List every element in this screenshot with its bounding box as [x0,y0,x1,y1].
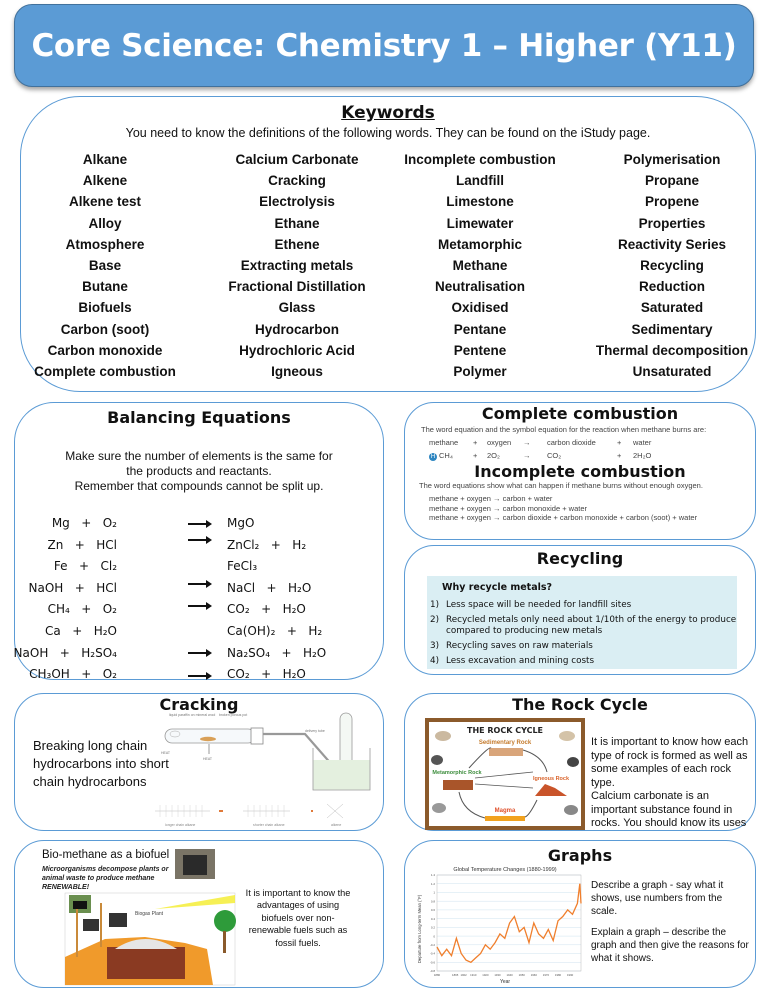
equation-term: + [473,438,478,447]
keyword-item: Cracking [268,173,326,189]
keyword-column [1,149,209,382]
keyword-item: Butane [82,279,128,295]
keyword-item: Propane [644,173,699,189]
svg-text:1930: 1930 [494,973,501,977]
keyword-item: Base [88,258,122,274]
svg-text:Igneous Rock: Igneous Rock [532,776,570,782]
biofuel-text: It is important to know the advantages of using biofuels over non-renewable fuels such as fossil fuels. [245,888,351,948]
keyword-item: Atmosphere [65,236,145,252]
keyword-item: Sedimentary [631,321,713,337]
keyword-item: Carbon monoxide [47,342,163,358]
reason-text: Recycling saves on raw materials [446,641,593,651]
keyword-item: Neutralisation [434,279,526,295]
keyword-item: Incomplete combustion [404,152,556,167]
svg-text:1895: 1895 [452,973,459,977]
svg-text:0.6: 0.6 [430,908,435,913]
reason-text: Less excavation and mining costs [446,656,595,666]
cracking-description: Breaking long chain hydrocarbons into short chain hydrocarbons [33,738,169,789]
svg-text:0.2: 0.2 [430,925,435,930]
svg-text:0.4: 0.4 [430,916,435,921]
recycling-panel [427,576,737,669]
equation-term-text: CH₄ [439,451,453,460]
keyword-item: Reactivity Series [617,236,727,252]
reactants: Fe + Cl₂ [53,559,117,574]
keyword-item: Unsaturated [632,364,712,380]
balancing-description [15,449,383,494]
svg-text:HEAT: HEAT [203,757,213,761]
reaction-arrow-icon [188,583,210,585]
combustion-section [404,402,756,540]
products: NaCl + H₂O [227,580,312,595]
svg-text:-0.6: -0.6 [429,960,435,965]
incomplete-equation: methane + oxygen → carbon monoxide + water [429,503,588,513]
recycling-reasons [430,600,737,667]
products: CO₂ + H₂O [227,602,306,617]
svg-text:Global Temperature Changes (18: Global Temperature Changes (1880-1999) [453,867,557,873]
recycling-heading: Recycling [536,549,624,568]
svg-text:1: 1 [433,890,435,895]
reaction-arrow-icon [188,675,210,677]
svg-text:1970: 1970 [542,973,550,977]
incomplete-equation: methane + oxygen → carbon + water [429,494,553,503]
complete-combustion-heading: Complete combustion [481,404,679,423]
describe-graph-text: Describe a graph - say what it shows, use numbers from the scale. [591,880,724,917]
products: FeCl₃ [227,559,258,574]
page-title: Core Science: Chemistry 1 – Higher (Y11) [31,27,737,64]
incomplete-combustion-heading: Incomplete combustion [474,462,686,481]
svg-text:-0.4: -0.4 [429,951,435,956]
svg-text:THE ROCK CYCLE: THE ROCK CYCLE [466,726,544,735]
keyword-item: Carbon (soot) [60,321,150,337]
higher-tier-icon: H [430,454,436,460]
svg-text:longer chain alkane: longer chain alkane [165,823,196,827]
incomplete-equation: methane + oxygen → carbon dioxide + carbon monoxide + carbon (soot) + water [429,513,698,522]
reason-number: 1) [430,600,440,610]
svg-text:1950: 1950 [518,973,525,977]
recycling-reason [430,641,737,652]
keywords-intro: You need to know the definitions of the following words. They can be found on the iStudy page. [125,126,651,140]
reaction-arrow-icon [188,523,210,525]
svg-text:-0.2: -0.2 [429,943,435,948]
biofuel-image-subtext: Microorganisms decompose plants or animal waste to produce methane RENEWABLE! [42,866,169,891]
keyword-column [385,149,575,382]
incomplete-equations [429,494,755,523]
keyword-item: Metamorphic [437,236,522,252]
incomplete-intro: The word equations show what can happen if methane burns without enough oxygen. [419,481,703,490]
desc-line: Make sure the number of elements is the same for [65,449,333,463]
equation-term: + [617,438,622,447]
equation-row [15,646,385,666]
balancing-heading: Balancing Equations [107,408,291,427]
balancing-equations-section [14,402,384,680]
svg-text:1940: 1940 [506,973,513,977]
keyword-item: Alkane [82,152,128,167]
reaction-arrow-icon [188,539,210,541]
keyword-item: Electrolysis [259,194,335,210]
recycling-reason [430,656,737,667]
keyword-item: Alkene [82,173,128,189]
equation-term: methane [429,438,459,447]
keyword-item: Pentane [453,321,507,337]
cracking-section [14,693,384,831]
keywords-section [20,96,756,392]
keyword-item: Alkene test [68,194,142,210]
reactants: Mg + O₂ [51,516,117,530]
svg-text:Metamorphic Rock: Metamorphic Rock [432,770,482,776]
svg-text:0: 0 [433,934,435,939]
products: Ca(OH)₂ + H₂ [227,624,323,638]
keyword-item: Calcium Carbonate [235,152,359,167]
keyword-item: Propene [644,194,699,210]
equation-term: 2H₂O [633,451,652,460]
reason-text: Recycled metals only need about 1/10th of the energy to produce compared to producing new metals [446,615,737,636]
svg-text:shorter chain alkane: shorter chain alkane [253,823,285,827]
symbol-equation [429,451,755,461]
keyword-item: Ethene [274,236,320,252]
products: Na₂SO₄ + H₂O [227,645,327,660]
keyword-item: Biofuels [78,300,132,316]
rock-text-2: Calcium carbonate is an important substance found in rocks. You should know its uses [591,790,747,829]
keyword-item: Landfill [456,173,504,189]
svg-text:-0.8: -0.8 [429,969,435,974]
svg-text:delivery tube: delivery tube [305,729,325,733]
equation-term: carbon dioxide [547,438,596,447]
svg-text:1.2: 1.2 [430,881,435,886]
keyword-item: Saturated [640,300,704,316]
keyword-item: Hydrocarbon [254,321,339,337]
reason-number: 2) [430,615,440,625]
keyword-item: Reduction [639,279,705,295]
keyword-item: Oxidised [451,300,509,316]
explain-graph-text: Explain a graph – describe the graph and then give the reasons for what it shows. [591,927,749,964]
svg-text:1920: 1920 [482,973,489,977]
cracking-apparatus-diagram [155,708,375,828]
rock-cycle-section [404,693,756,831]
recycling-question: Why recycle metals? [442,582,553,593]
keyword-item: Alloy [88,215,122,231]
svg-text:Biogas Plant: Biogas Plant [135,911,164,917]
keyword-item: Limewater [446,215,514,231]
keyword-item: Complete combustion [34,364,176,380]
word-equation [429,438,755,448]
keyword-column [575,149,768,382]
keyword-item: Recycling [640,258,704,274]
keyword-item: Glass [278,300,316,316]
keyword-column [209,149,385,382]
keyword-item: Igneous [271,364,323,380]
reaction-arrow-icon [188,652,210,654]
equation-term: → [523,438,531,447]
equation-term: CO₂ [547,451,562,460]
keyword-item: Limestone [446,194,514,210]
recycling-reason [430,615,737,637]
reactants: CH₃OH + O₂ [29,667,117,682]
title-banner [14,4,754,87]
svg-text:1902: 1902 [460,973,467,977]
equation-term: + [617,451,622,460]
svg-text:1.4: 1.4 [430,873,435,878]
equation-term: → [523,451,531,460]
svg-text:1960: 1960 [530,973,537,977]
equation-term: water [633,438,652,447]
svg-text:Departure from Long-term Mean: Departure from Long-term Mean (°F) [417,894,422,964]
svg-text:0.8: 0.8 [430,899,435,904]
desc-line: the products and reactants. [126,464,272,478]
graphs-text [591,879,751,973]
temperature-line-chart [415,863,585,985]
keyword-item: Hydrochloric Acid [239,342,355,358]
products: CO₂ + H₂O [227,667,306,682]
products: MgO [227,516,255,530]
svg-text:Magma: Magma [494,808,516,814]
reason-number: 3) [430,641,440,651]
svg-text:alkene: alkene [331,823,342,827]
reactants: Zn + HCl [47,537,117,552]
equation-term: oxygen [487,438,512,447]
equation-row [15,516,385,536]
keyword-item: Polymerisation [623,152,721,167]
graphs-heading: Graphs [547,846,613,865]
keywords-heading: Keywords [341,103,435,123]
svg-text:1910: 1910 [470,973,477,977]
products: ZnCl₂ + H₂ [227,537,307,552]
svg-text:HEAT: HEAT [161,751,171,755]
svg-text:liquid paraffin on mineral woo: liquid paraffin on mineral wool [169,713,216,717]
desc-line: Remember that compounds cannot be split up. [74,479,324,493]
recycling-reason [430,600,737,611]
graphs-section [404,840,756,988]
keyword-item: Thermal decomposition [595,342,749,358]
rock-cycle-heading: The Rock Cycle [512,695,648,714]
svg-text:Sedimentary Rock: Sedimentary Rock [478,740,532,746]
recycling-section [404,545,756,675]
biofuel-section [14,840,384,988]
keyword-item: Properties [638,215,706,231]
equation-row [15,559,385,579]
reactants: CH₄ + O₂ [47,602,117,617]
keyword-item: Methane [452,258,508,274]
svg-text:Year: Year [499,979,511,985]
equation-term: 2O₂ [487,451,500,460]
reason-text: Less space will be needed for landfill sites [446,600,632,610]
keyword-item: Ethane [274,215,320,231]
svg-text:broken porous pot: broken porous pot [219,713,248,717]
equation-term: + [473,451,478,460]
svg-text:1990: 1990 [566,973,574,977]
equation-row [15,624,385,644]
reactants: Ca + H₂O [45,624,117,638]
keyword-item: Fractional Distillation [228,279,366,295]
rock-cycle-diagram [425,718,585,830]
equation-row [15,667,385,687]
keyword-item: Pentene [453,342,507,358]
rock-cycle-text [591,736,755,831]
biofuel-image-heading: Bio-methane as a biofuel [42,849,170,861]
rock-text-1: It is important to know how each type of rock is formed as well as some examples of each rock type. [591,736,749,789]
reactants: NaOH + HCl [28,580,117,595]
keywords-grid [1,149,768,382]
combustion-intro: The word equation and the symbol equation for the reaction when methane burns are: [421,425,707,434]
svg-text:1880: 1880 [433,973,441,977]
keyword-item: Extracting metals [240,258,354,274]
svg-text:1980: 1980 [554,973,562,977]
keyword-item: Polymer [453,364,507,380]
reaction-arrow-icon [188,605,210,607]
reactants: NaOH + H₂SO₄ [13,645,117,660]
cracking-heading: Cracking [159,695,239,714]
reason-number: 4) [430,656,440,666]
equation-term [429,451,473,461]
